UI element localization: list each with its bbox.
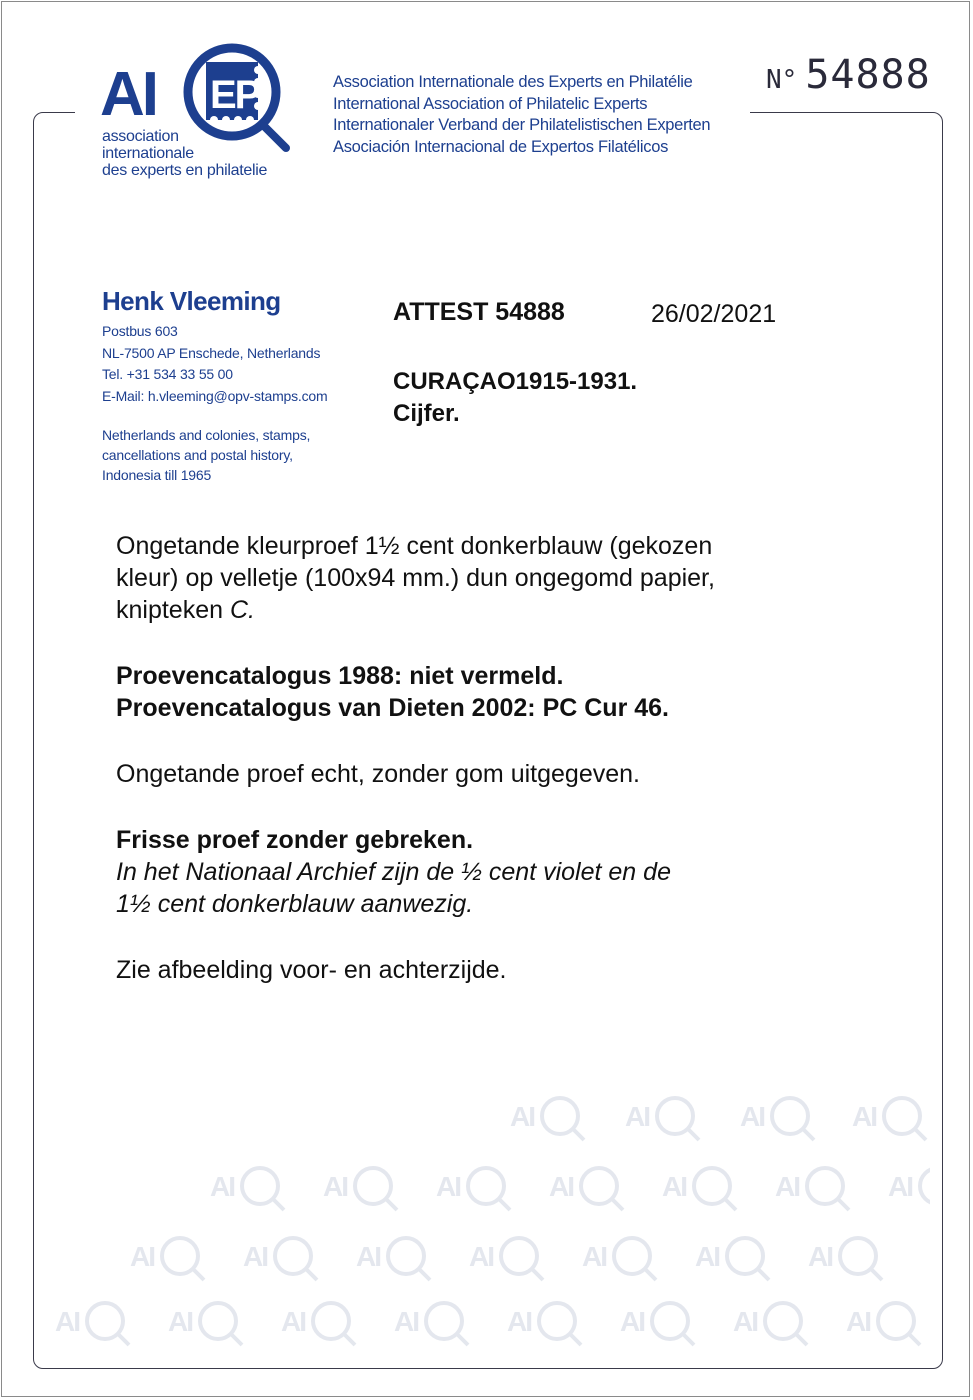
aiep-logo: [100, 42, 315, 182]
number-symbol: N°: [766, 65, 798, 95]
description-line: kleur) op velletje (100x94 mm.) dun ongegomd papier,: [116, 564, 715, 592]
association-name-en: International Association of Philatelic Experts: [333, 94, 648, 113]
logo-subtitle: association internationale des experts en philatelie: [102, 128, 268, 179]
attest-date: 26/02/2021: [651, 300, 777, 328]
certificate-body: [116, 530, 836, 986]
attest-subject: [393, 366, 637, 430]
subject-line: CURAÇAO1915-1931.: [393, 368, 638, 395]
expert-name: Henk Vleeming: [102, 286, 281, 316]
association-name-es: Asociación Internacional de Expertos Filatélicos: [333, 137, 669, 156]
catalogue-reference: Proevencatalogus 1988: niet vermeld.: [116, 662, 564, 690]
expert-specialty-line: Indonesia till 1965: [102, 467, 212, 483]
archive-note: 1½ cent donkerblauw aanwezig.: [116, 890, 474, 918]
expert-address-line: NL-7500 AP Enschede, Netherlands: [102, 344, 321, 361]
catalogue-reference: Proevencatalogus van Dieten 2002: PC Cur 46.: [116, 694, 669, 722]
expert-block: [102, 286, 327, 485]
condition-statement: Frisse proef zonder gebreken.: [116, 826, 474, 854]
number-value: 54888: [805, 52, 931, 98]
description-line: knipteken C.: [116, 596, 255, 624]
image-note: Zie afbeelding voor- en achterzijde.: [116, 956, 507, 984]
authenticity-statement: Ongetande proef echt, zonder gom uitgegeven.: [116, 760, 640, 788]
association-name-de: Internationaler Verband der Philatelistischen Experten: [333, 116, 711, 134]
expert-specialty-line: cancellations and postal history,: [102, 447, 293, 463]
archive-note: In het Nationaal Archief zijn de ½ cent violet en de: [116, 858, 671, 886]
aiep-watermark-pattern: AI: [40, 1030, 930, 1360]
logo-letters-ep: EP: [210, 73, 260, 117]
description-line: Ongetande kleurproef 1½ cent donkerblauw (gekozen: [116, 532, 713, 560]
logo-letters-ai: AI: [100, 60, 156, 129]
expert-phone: Tel. +31 534 33 55 00: [102, 366, 233, 382]
certificate-number: [766, 52, 931, 98]
association-name-fr: Association Internationale des Experts en Philatélie: [333, 73, 693, 91]
association-names: [333, 72, 710, 158]
subject-line: Cijfer.: [393, 400, 460, 427]
expert-specialty-line: Netherlands and colonies, stamps,: [102, 427, 311, 443]
expert-address-line: Postbus 603: [102, 323, 178, 339]
expert-email: E-Mail: h.vleeming@opv-stamps.com: [102, 387, 328, 404]
attest-title: ATTEST 54888: [393, 298, 565, 326]
